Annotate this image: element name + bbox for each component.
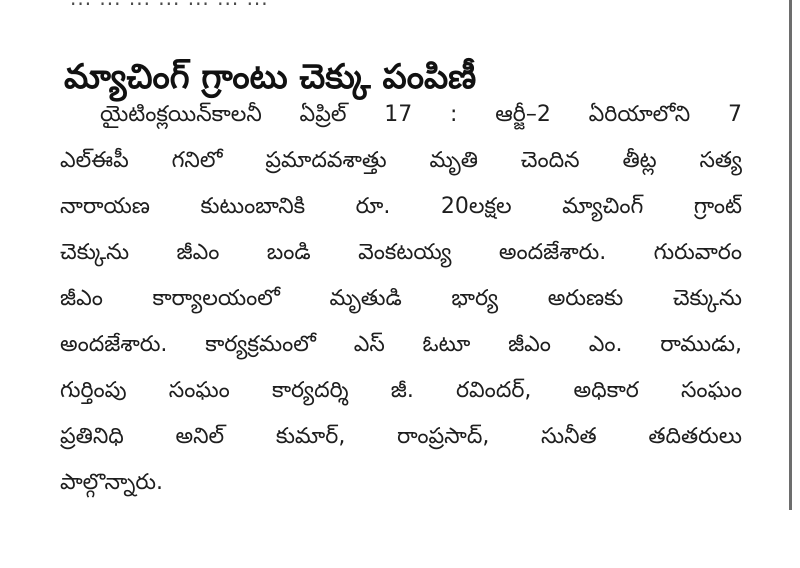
article-headline: మ్యాచింగ్ గ్రాంటు చెక్కు పంపిణీ: [64, 56, 477, 97]
article-line-9: పాల్గొన్నారు.: [60, 470, 164, 495]
article-line-1: యైటింక్లయిన్‌కాలనీ ఏప్రిల్ 17 : ఆర్జీ–2 ఏరియాలోని 7: [100, 102, 742, 127]
article-body: [60, 92, 742, 506]
article-line-2: ఎల్ఈపీ గనిలో ప్రమాదవశాత్తు మృతి చెందిన తీట్ల సత్య: [60, 148, 742, 173]
clipping-right-border: [789, 0, 792, 510]
article-line-3: నారాయణ కుటుంబానికి రూ. 20లక్షల మ్యాచింగ్ గ్రాంట్: [60, 194, 742, 219]
article-line-6: అందజేశారు. కార్యక్రమంలో ఎస్ ఓటూ జీఎం ఎం. రాముడు,: [60, 332, 742, 357]
article-line-4: చెక్కును జీఎం బండి వెంకటయ్య అందజేశారు. గురువారం: [60, 240, 742, 265]
article-line-5: జీఎం కార్యాలయంలో మృతుడి భార్య అరుణకు చెక్కును: [60, 286, 742, 311]
cut-off-previous-line: [70, 0, 720, 8]
article-line-7: గుర్తింపు సంఘం కార్యదర్శి జీ. రవిందర్, అధికార సంఘం: [60, 378, 742, 403]
article-line-8: ప్రతినిధి అనిల్ కుమార్, రాంప్రసాద్, సునీత తదితరులు: [60, 424, 742, 449]
